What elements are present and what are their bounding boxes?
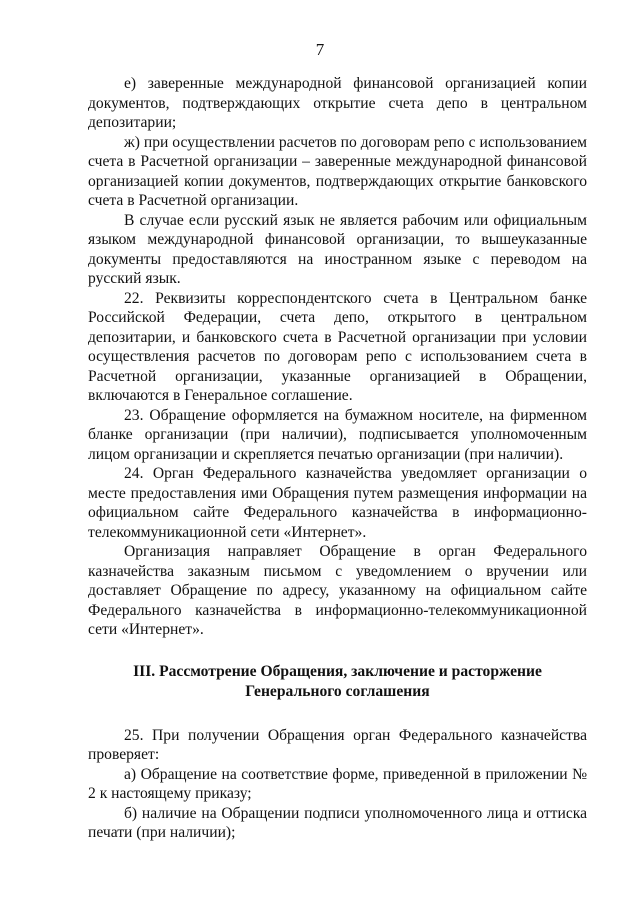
page-number: 7 [315, 40, 325, 59]
paragraph-22: 22. Реквизиты корреспондентского счета в Центральном банке Российской Федерации, счета депо, открытого в центральном депозитарии, и банковского счета в Расчетной организации при условии осуществления расчетов по договорам репо с использованием счета в Расчетной организации, указанные организацией в Обращении, включаются в Генеральное соглашение. [88, 289, 587, 404]
paragraph-25: 25. При получении Обращения орган Федерального казначейства проверяет: [88, 726, 587, 763]
document-body [88, 74, 587, 843]
paragraph-item-e: е) заверенные международной финансовой организацией копии документов, подтверждающих открытие счета депо в центральном депозитарии; [88, 75, 587, 131]
paragraph-24-delivery: Организация направляет Обращение в орган Федерального казначейства заказным письмом с уведомлением о вручении или доставляет Обращение по адресу, указанному на официальном сайте Федерального казначейства в информационно-телекоммуникационной сети «Интернет». [88, 543, 587, 638]
paragraph-language-note: В случае если русский язык не является рабочим или официальным языком международной финансовой организации, то вышеуказанные документы предоставляются на иностранном языке с переводом на русский язык. [88, 211, 587, 287]
paragraph-25-a: а) Обращение на соответствие форме, приведенной в приложении № 2 к настоящему приказу; [88, 765, 587, 802]
section-heading-line-2: Генерального соглашения [245, 682, 430, 700]
paragraph-24: 24. Орган Федерального казначейства уведомляет организации о месте предоставления ими Обращения путем размещения информации на официальном сайте Федерального казначейства в информационно-телекоммуникационной сети «Интернет». [88, 465, 587, 541]
paragraph-25-b: б) наличие на Обращении подписи уполномоченного лица и оттиска печати (при наличии); [88, 804, 587, 841]
section-heading [88, 662, 587, 702]
section-heading-line-1: III. Рассмотрение Обращения, заключение и расторжение [133, 662, 542, 680]
paragraph-item-zh: ж) при осуществлении расчетов по договорам репо с использованием счета в Расчетной организации – заверенные международной финансовой организацией копии документов, подтверждающих открытие банковского счета в Расчетной организации. [88, 133, 587, 209]
paragraph-23: 23. Обращение оформляется на бумажном носителе, на фирменном бланке организации (при наличии), подписывается уполномоченным лицом организации и скрепляется печатью организации (при наличии). [88, 406, 587, 463]
